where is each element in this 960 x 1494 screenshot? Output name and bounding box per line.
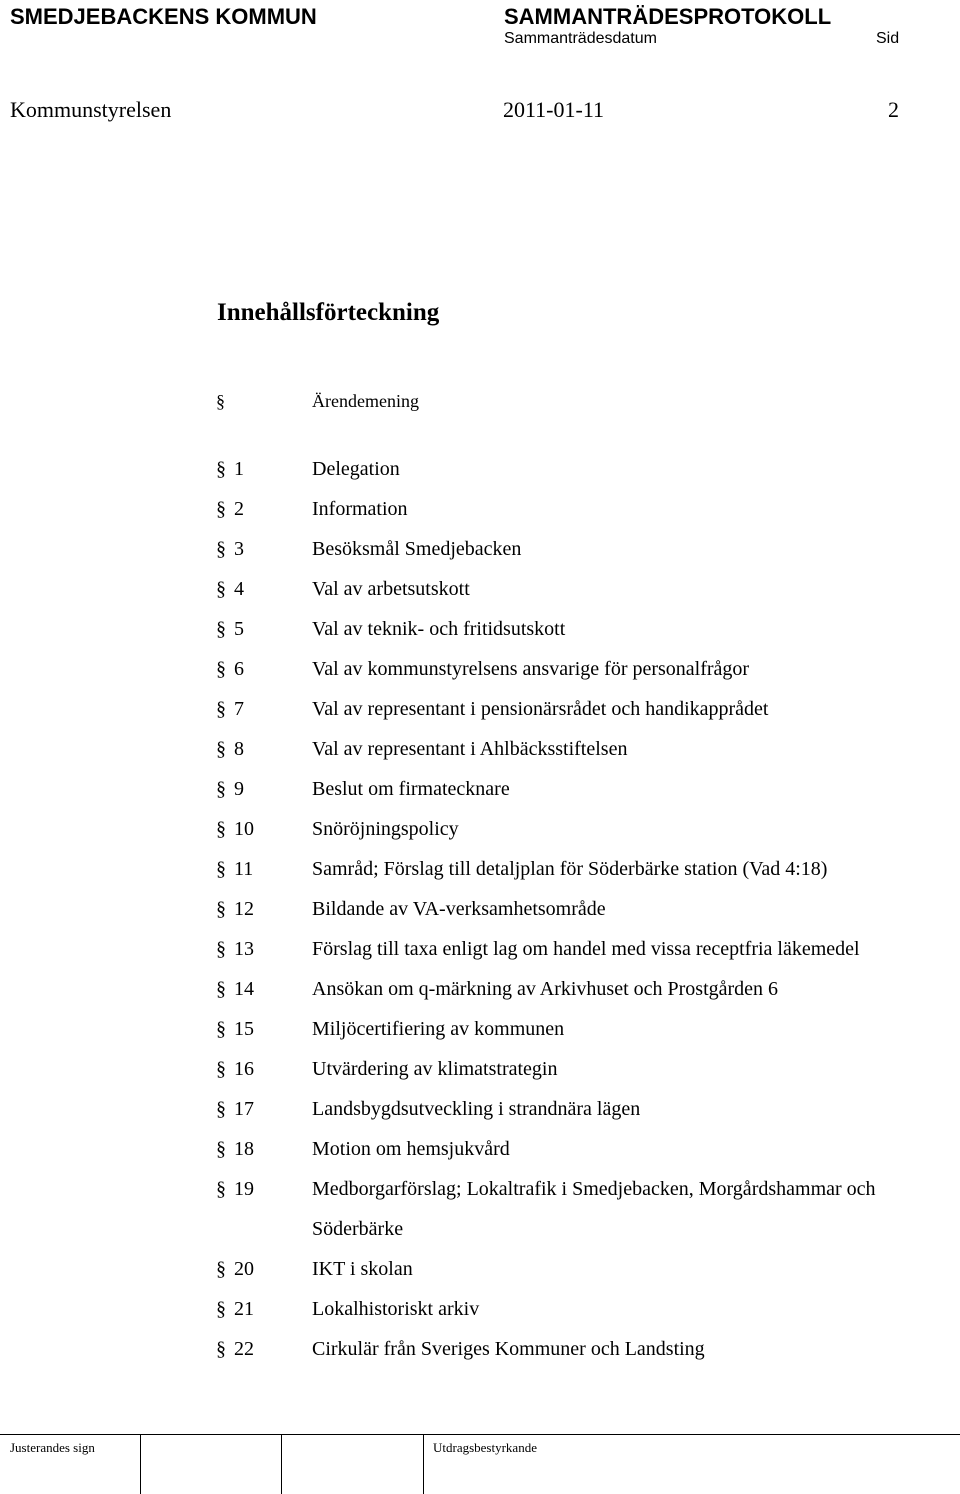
document-type: SAMMANTRÄDESPROTOKOLL <box>504 4 832 29</box>
section-symbol: § <box>216 458 226 480</box>
toc-item-number: 17 <box>234 1098 254 1120</box>
toc-item-number: 3 <box>234 538 244 560</box>
section-symbol: § <box>216 778 226 800</box>
toc-item-title: Val av representant i Ahlbäcksstiftelsen <box>312 738 628 760</box>
committee-name: Kommunstyrelsen <box>10 97 172 122</box>
toc-item-number: 18 <box>234 1138 254 1160</box>
toc-item-title: IKT i skolan <box>312 1258 413 1280</box>
toc-item-title: Val av arbetsutskott <box>312 578 470 600</box>
toc-item-title: Landsbygdsutveckling i strandnära lägen <box>312 1098 641 1120</box>
toc-item-title: Val av representant i pensionärsrådet och handikapprådet <box>312 698 769 720</box>
toc-item-title: Val av kommunstyrelsens ansvarige för personalfrågor <box>312 658 750 680</box>
section-symbol: § <box>216 978 226 1000</box>
toc-item-number: 7 <box>234 698 244 720</box>
section-symbol: § <box>216 498 226 520</box>
toc-item-title: Val av teknik- och fritidsutskott <box>312 618 566 640</box>
section-symbol: § <box>216 1258 226 1280</box>
signature-box-divider <box>140 1434 141 1494</box>
toc-item-number: 16 <box>234 1058 254 1080</box>
toc-item-title: Besöksmål Smedjebacken <box>312 538 522 560</box>
toc-item-title: Medborgarförslag; Lokaltrafik i Smedjebacken, Morgårdshammar och Söderbärke <box>312 1178 876 1240</box>
toc-item-number: 13 <box>234 938 254 960</box>
section-symbol: § <box>216 1298 226 1320</box>
toc-item-number: 6 <box>234 658 244 680</box>
toc-item-number: 2 <box>234 498 244 520</box>
toc-item <box>0 1175 960 1255</box>
toc-item-number: 14 <box>234 978 254 1000</box>
toc-item-title: Motion om hemsjukvård <box>312 1138 510 1160</box>
toc-item-number: 15 <box>234 1018 254 1040</box>
toc-item-number: 22 <box>234 1338 254 1360</box>
section-symbol: § <box>216 698 226 720</box>
toc-item-title: Lokalhistoriskt arkiv <box>312 1298 480 1320</box>
section-symbol: § <box>216 1058 226 1080</box>
toc-item-title: Information <box>312 498 408 520</box>
toc-item-number: 11 <box>234 858 254 880</box>
toc-item-title: Beslut om firmatecknare <box>312 778 510 800</box>
toc-item-number: 21 <box>234 1298 254 1320</box>
section-symbol: § <box>216 538 226 560</box>
toc-item-title: Förslag till taxa enligt lag om handel med vissa receptfria läkemedel <box>312 938 860 960</box>
section-symbol: § <box>216 858 226 880</box>
signature-box-divider <box>281 1434 282 1494</box>
meeting-date: 2011-01-11 <box>503 97 605 122</box>
toc-item-number: 10 <box>234 818 254 840</box>
page-label: Sid <box>876 30 900 47</box>
section-symbol: § <box>216 618 226 640</box>
toc-item-title: Miljöcertifiering av kommunen <box>312 1018 565 1040</box>
toc-item-number: 12 <box>234 898 254 920</box>
toc-item-title: Samråd; Förslag till detaljplan för Söderbärke station (Vad 4:18) <box>312 858 828 880</box>
toc-item-title: Snöröjningspolicy <box>312 818 459 840</box>
section-symbol: § <box>216 578 226 600</box>
toc-item-number: 5 <box>234 618 244 640</box>
toc-item-number: 20 <box>234 1258 254 1280</box>
toc-item-number: 9 <box>234 778 244 800</box>
toc-item-number: 1 <box>234 458 244 480</box>
meeting-date-label: Sammanträdesdatum <box>504 30 657 47</box>
utdragsbestyrkande-label: Utdragsbestyrkande <box>433 1440 537 1455</box>
toc-item-number: 8 <box>234 738 244 760</box>
toc-list <box>0 455 960 1375</box>
toc-item-title: Ansökan om q-märkning av Arkivhuset och Prostgården 6 <box>312 978 779 1000</box>
toc-item-title: Cirkulär från Sveriges Kommuner och Landsting <box>312 1338 705 1360</box>
toc-item-title: Bildande av VA-verksamhetsområde <box>312 898 606 920</box>
section-symbol: § <box>216 738 226 760</box>
section-symbol: § <box>216 938 226 960</box>
footer-rule <box>0 1434 960 1435</box>
section-symbol: § <box>216 658 226 680</box>
toc-item-title: Delegation <box>312 458 400 480</box>
page-number: 2 <box>888 97 899 122</box>
toc-item <box>0 1335 960 1375</box>
section-symbol: § <box>216 818 226 840</box>
toc-item-number: 19 <box>234 1178 254 1200</box>
municipality-name: SMEDJEBACKENS KOMMUN <box>10 4 317 29</box>
section-symbol: § <box>216 1098 226 1120</box>
section-symbol: § <box>216 1178 226 1200</box>
section-symbol: § <box>216 1018 226 1040</box>
section-symbol: § <box>216 898 226 920</box>
toc-item-number: 4 <box>234 578 244 600</box>
toc-item-title: Utvärdering av klimatstrategin <box>312 1058 558 1080</box>
section-symbol: § <box>216 391 225 411</box>
toc-column-heading: Ärendemening <box>312 391 419 411</box>
section-symbol: § <box>216 1338 226 1360</box>
section-symbol: § <box>216 1138 226 1160</box>
toc-title: Innehållsförteckning <box>217 299 440 326</box>
signature-box-divider <box>423 1434 424 1494</box>
justerandes-sign-label: Justerandes sign <box>10 1440 95 1455</box>
